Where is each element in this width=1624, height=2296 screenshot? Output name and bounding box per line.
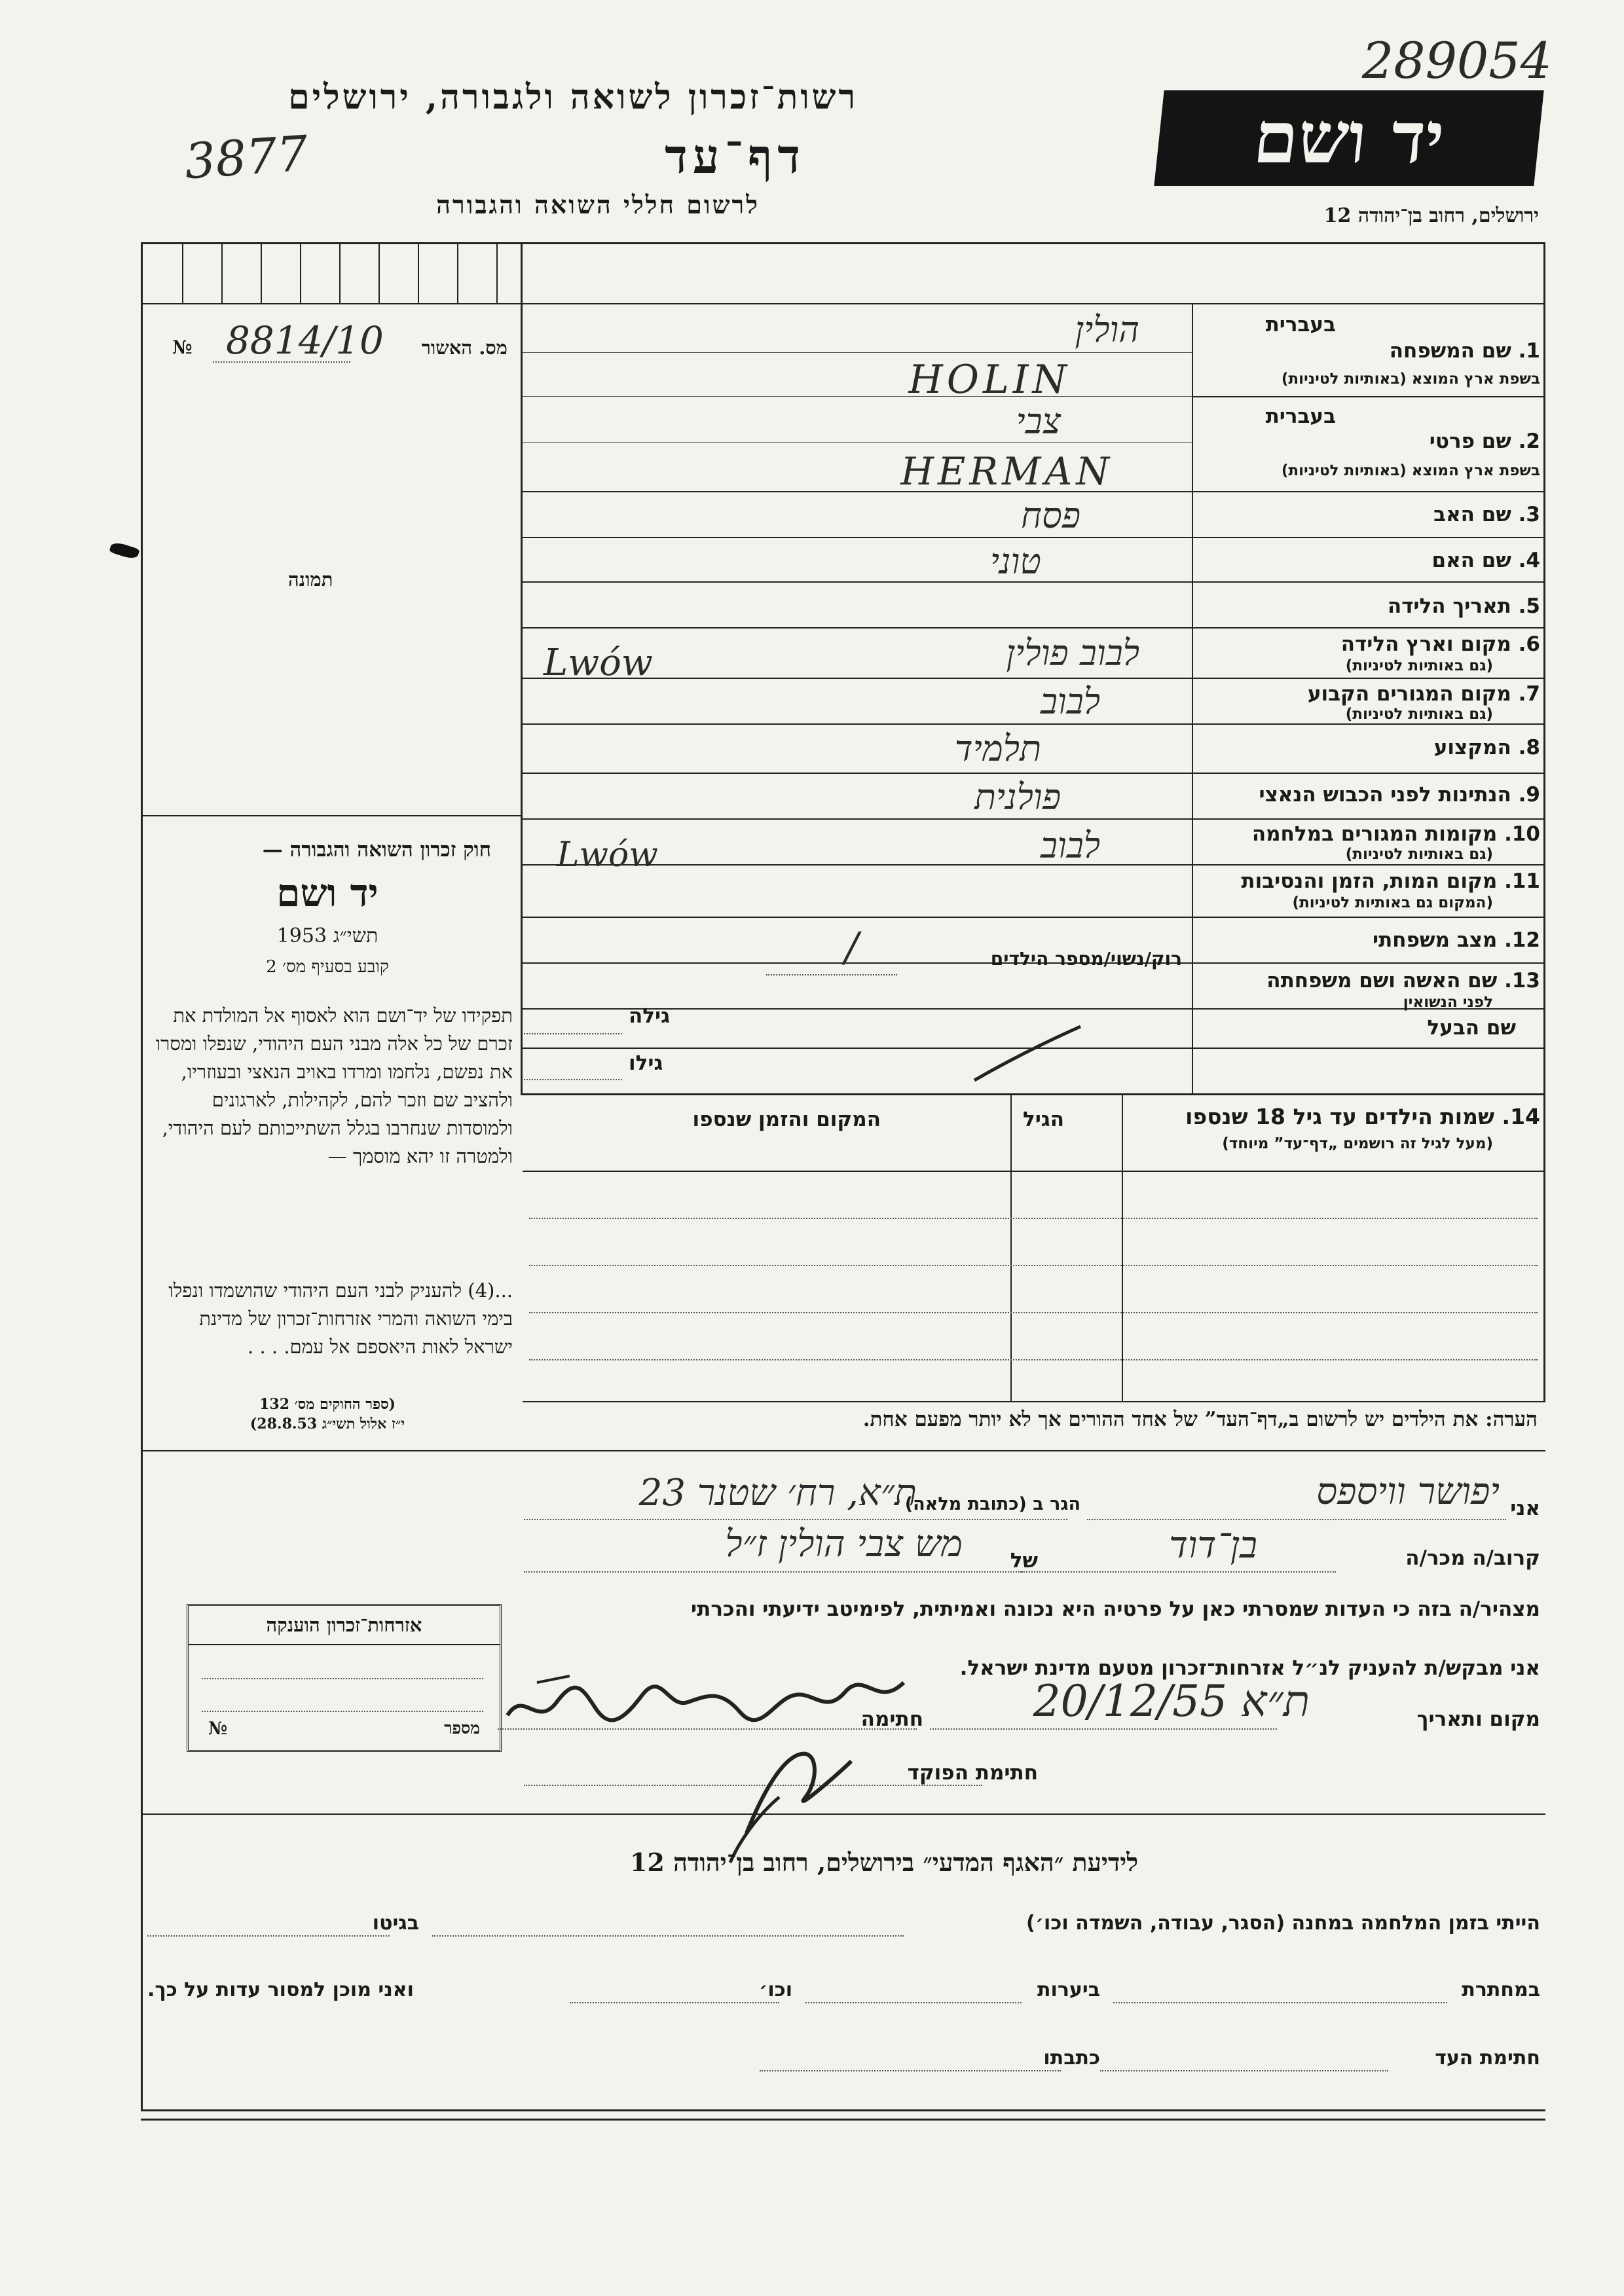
first-name-latin: HERMAN — [900, 449, 1113, 494]
field-8-num: 8. — [1518, 736, 1540, 759]
scientific-title: לידיעת ״האגף המדעי״ בירושלים, רחוב בן־יהודה 12 — [629, 1848, 1139, 1877]
note-top-rule — [523, 1401, 1545, 1402]
scientific-forests-dots — [805, 2002, 1022, 2003]
decl-of-dots — [524, 1571, 1022, 1573]
registration-label: מס. האשור — [421, 337, 507, 359]
scientific-ghetto-dots — [147, 1935, 390, 1937]
left-bottom-rule — [143, 1450, 523, 1451]
field-7-text: מקום המגורים הקבוע — [1307, 682, 1511, 706]
field-4-num: 4. — [1518, 549, 1540, 572]
witness-signature — [498, 1663, 917, 1735]
field-9-label — [1259, 783, 1540, 807]
decl-place-date-dots — [930, 1728, 1277, 1730]
decl-signature-label: חתימה — [860, 1707, 923, 1731]
header-address: ירושלים, רחוב בן־יהודה 12 — [1323, 204, 1539, 227]
field-3-text: שם האב — [1433, 503, 1511, 526]
field-10-text: מקומות המגורים במלחמה — [1251, 822, 1498, 846]
nationality: פולנית — [974, 776, 1061, 818]
authority-line: רשות־זכרון לשואה ולגבורה, ירושלים — [288, 77, 858, 117]
law-year: תשי״ג 1953 — [276, 924, 378, 947]
field-1-hebrew-tag: בעברית — [1265, 313, 1336, 337]
decl-statement-1: מצהיר/ה בזה כי העדות שמסרתי כאן על פרטיה היא נכונה ואמיתית, לפימיטב ידיעתי והכרתי — [691, 1597, 1540, 1621]
residence: לבוב — [1040, 681, 1100, 722]
wife-age-dots — [524, 1033, 622, 1034]
label-column-divider — [1192, 303, 1193, 1095]
mother-name: טוני — [989, 541, 1041, 582]
husband-age-dots — [524, 1079, 622, 1080]
decl-place-date-label: מקום ותאריך — [1416, 1707, 1540, 1731]
children-num: 14. — [1502, 1104, 1540, 1129]
registration — [167, 318, 507, 367]
field-2-text: שם פרטי — [1429, 429, 1511, 453]
field-9-num: 9. — [1518, 783, 1540, 807]
decl-relation-dots — [1022, 1571, 1336, 1573]
field-1-num: 1. — [1518, 339, 1540, 363]
field-1-label — [1390, 339, 1540, 363]
field-13-text: שם האשה ושם משפחתה — [1266, 969, 1498, 993]
decl-resides-label: הגר ב (כתובת מלאה) — [904, 1494, 1080, 1514]
scientific-address-label: כתבתו — [1043, 2047, 1100, 2069]
field-6-text: מקום וארץ הלידה — [1340, 632, 1511, 656]
field-husband-label: שם הבעל — [1427, 1016, 1516, 1040]
field-12-text: מצב משפחתי — [1372, 928, 1498, 952]
scientific-etc-label: וכו׳ — [759, 1978, 792, 2001]
scientific-witness-sig-label: חתימת העד — [1435, 2047, 1540, 2069]
field-4-label — [1432, 549, 1541, 572]
marital-status-mark: / — [845, 923, 858, 971]
scientific-witness-sig-dots — [1100, 2070, 1388, 2071]
stamp-number: 3877 — [183, 125, 310, 191]
law-purpose: תפקידו של יד־ושם הוא לאסוף אל המולדת את זכרם של כל אלה מבני העם היהודי, שנפלו ומסרו את נפשם, נלחמו ומרדו באויב הנאצי ובעוזריו, ולהציב שם וזכר להם, לקהילות, לארגונים ולמוסדות שנחרבו בגלל השתייכותם לעם היהודי, ולמטרה זו יהא מוסמך — — [155, 1004, 513, 1167]
field-5-label — [1388, 594, 1540, 618]
field-7-num: 7. — [1518, 682, 1540, 706]
field-8-text: המקצוע — [1433, 736, 1511, 759]
law-citation-2: י״ז אלול תשי״ג 28.8.53) — [249, 1415, 405, 1432]
ink-mark — [109, 541, 139, 561]
surname-hebrew: הולין — [1075, 309, 1139, 350]
field-8-label — [1434, 736, 1540, 759]
children-text: שמות הילדים עד גיל 18 שנספו — [1185, 1104, 1495, 1129]
field-11-label — [1241, 869, 1540, 893]
registration-no-sign: № — [172, 337, 193, 358]
field-2-label — [1430, 429, 1540, 453]
wartime-residence-hebrew: לבוב — [1040, 825, 1100, 866]
field-11-text: מקום המות, הזמן והנסיבות — [1241, 869, 1498, 893]
field-5-text: תאריך הלידה — [1387, 594, 1511, 618]
field-7-label — [1308, 682, 1540, 706]
marital-status-dots — [766, 974, 897, 975]
field-2-sub: בשפת ארץ המוצא (באותיות לטיניות) — [1281, 462, 1540, 479]
citizenship-number-label: מספר — [444, 1719, 480, 1738]
scientific-forests-label: ביערות — [1037, 1978, 1100, 2001]
decl-address-dots — [524, 1519, 1067, 1520]
archive-number: 289054 — [1361, 31, 1552, 90]
citizenship-box — [187, 1604, 502, 1752]
decl-witness-name: יפושר וויספס — [1316, 1470, 1500, 1513]
field-6-sub: (גם באותיות לטיניות) — [1345, 657, 1493, 674]
scientific-etc-dots — [570, 2002, 779, 2003]
father-name: פסח — [1021, 495, 1080, 536]
scientific-underground-dots — [1113, 2002, 1447, 2003]
decl-of-label: של — [1010, 1549, 1038, 1573]
wartime-residence-latin: Lwów — [557, 835, 658, 875]
law-title: חוק זכרון השואה והגבורה — — [262, 838, 491, 862]
law-clause: קובע בסעיף מס׳ 2 — [266, 957, 389, 977]
field-1-text: שם המשפחה — [1389, 339, 1511, 363]
children-label — [1185, 1104, 1540, 1129]
field-1-sub: בשפת ארץ המוצא (באותיות לטיניות) — [1281, 371, 1540, 388]
scientific-testimony-label: ואני מוכן למסור עדות על כך. — [147, 1978, 414, 2001]
photo-label: תמונה — [288, 568, 333, 591]
children-sub: (מעל לגיל זה רושמים „דף־עד” מיוחד) — [1222, 1135, 1493, 1152]
decl-relation: בן־דוד — [1169, 1524, 1257, 1567]
field-2-num: 2. — [1518, 429, 1540, 453]
field-2-hebrew-tag: בעברית — [1265, 405, 1336, 428]
field-12-num: 12. — [1504, 928, 1540, 952]
note-bottom-rule — [523, 1450, 1545, 1451]
decl-name-dots — [1087, 1519, 1506, 1520]
citizenship-no-sign: № — [208, 1719, 228, 1739]
field-11-num: 11. — [1504, 869, 1540, 893]
field-9-text: הנתינות לפני הכבוש הנאצי — [1259, 783, 1511, 807]
decl-place-date: ת״א 20/12/55 — [1033, 1676, 1310, 1726]
note: הערה: את הילדים יש לרשום ב„דף־העד” של אחד ההורים אך לא יותר מפעם אחת. — [862, 1408, 1538, 1431]
decl-i-label: אני — [1510, 1497, 1540, 1520]
officer-signature — [668, 1735, 864, 1866]
field-4-text: שם האם — [1431, 549, 1511, 572]
field-13-sub: לפני הנשואין — [1403, 994, 1493, 1011]
bottom-rule — [141, 2119, 1545, 2121]
scientific-camp-dots — [432, 1935, 904, 1937]
registration-number: 8814/10 — [226, 318, 384, 363]
children-place-header: המקום והזמן שנספו — [692, 1108, 881, 1131]
field-12-label — [1373, 928, 1540, 952]
field-11-sub: (המקום גם באותיות לטיניות) — [1292, 894, 1493, 911]
birthplace-latin: Lwów — [544, 642, 653, 684]
decl-address: ת״א, רח׳ שטנר 23 — [638, 1472, 917, 1514]
first-name-hebrew: צבי — [1016, 401, 1061, 442]
field-6-label — [1341, 632, 1540, 656]
field-10-sub: (גם באותיות לטיניות) — [1345, 846, 1493, 863]
field-13-num: 13. — [1504, 969, 1540, 993]
field-5-num: 5. — [1518, 594, 1540, 618]
field-10-num: 10. — [1504, 822, 1540, 846]
marital-status-label: רוק/נשוי/מספר הילדים — [990, 948, 1182, 970]
citizenship-title: אזרחות־זכרון הוענקה — [266, 1614, 422, 1636]
birthplace-hebrew: לבוב פולין — [1006, 632, 1139, 674]
decl-statement-2: אני מבקש/ת להעניק לנ״ל אזרחות־זכרון מטעם מדינת ישראל. — [959, 1656, 1540, 1680]
field-10-label — [1252, 822, 1540, 846]
law-clause-4: ...(4) להעניק לבני העם היהודי שהושמדו ונפלו בימי השואה והמרי אזרחות־זכרון של מדינת ישראל לאות היאספם אל עמם. . . . — [168, 1279, 513, 1358]
field-6-num: 6. — [1518, 632, 1540, 656]
top-cells — [143, 244, 523, 303]
field-13-label — [1266, 969, 1540, 993]
children-age-header: הגיל — [1022, 1108, 1064, 1131]
profession: תלמיד — [954, 728, 1041, 769]
decl-of-value: מש צבי הולין ז״ל — [725, 1523, 963, 1565]
law-name: יד ושם — [276, 871, 378, 915]
field-7-sub: (גם באותיות לטיניות) — [1345, 706, 1493, 723]
scientific-ghetto-label: בגיטו — [372, 1912, 419, 1935]
logo-text: יד ושם — [1249, 96, 1449, 179]
surname-latin: HOLIN — [908, 357, 1071, 403]
photo-bottom-rule — [143, 815, 521, 816]
form-title: דף־עד — [665, 128, 805, 184]
husband-strike-mark — [969, 1021, 1087, 1087]
yad-vashem-logo — [1154, 90, 1543, 186]
field-3-label — [1433, 503, 1540, 526]
scientific-camp-label: הייתי בזמן המלחמה במחנה (הסגר, עבודה, השמדה וכו׳) — [1026, 1912, 1540, 1935]
decl-officer-label: חתימת הפוקד — [907, 1761, 1038, 1785]
left-column-divider — [521, 244, 523, 1095]
scientific-underground-label: במחתרת — [1462, 1978, 1540, 2001]
form-subtitle: לרשום חללי השואה והגבורה — [436, 190, 760, 219]
law-citation-1: (ספר החוקים מס׳ 132 — [259, 1396, 396, 1413]
scientific-top-rule — [143, 1813, 1545, 1815]
wife-age-label: גילה — [629, 1004, 671, 1028]
scientific-address-dots — [760, 2070, 1061, 2071]
field-3-num: 3. — [1518, 503, 1540, 526]
husband-age-label: גילו — [629, 1051, 663, 1075]
decl-relation-label: קרוב/ה מכר/ה — [1405, 1546, 1540, 1570]
